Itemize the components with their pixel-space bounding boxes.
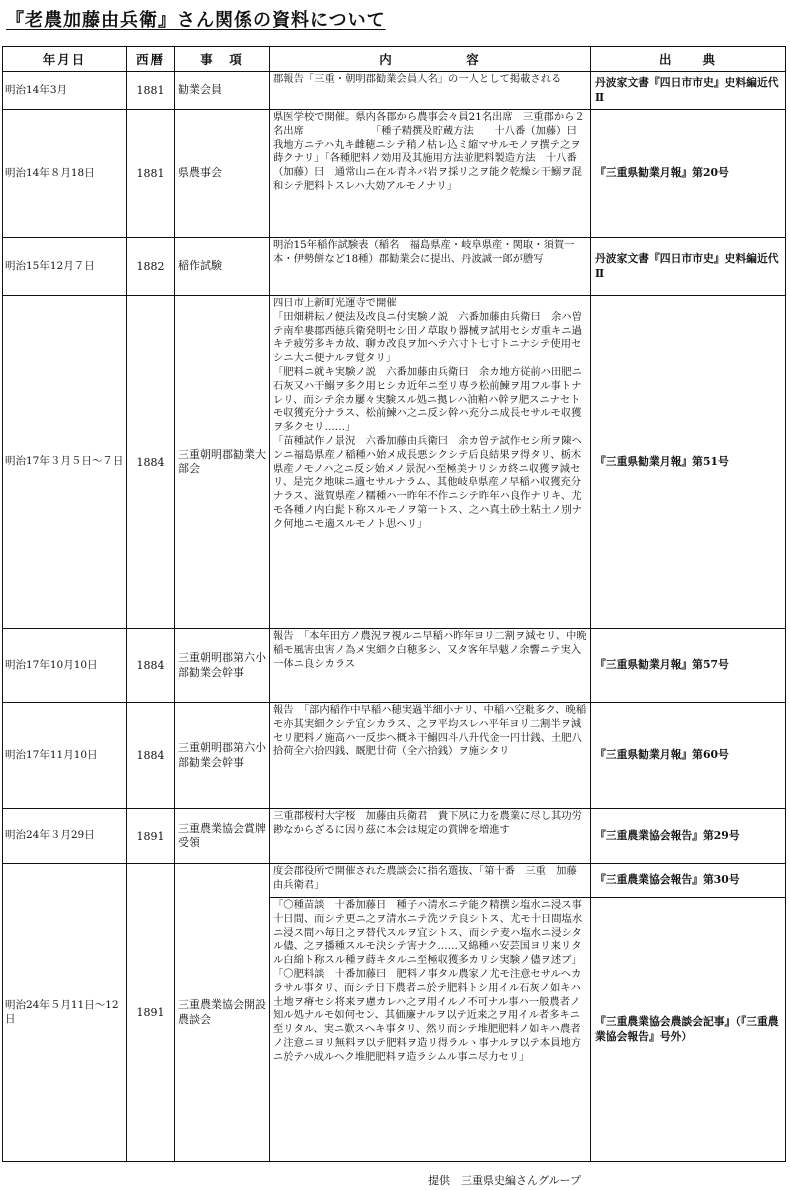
content-cell: 「〇種苗談 十番加藤日 種子ハ清水ニテ能ク精撰シ塩水ニ浸ス事十日間、而シテ更ニ之ヲ清水ニテ洗ツテ良シトス、尤モ十日間塩水ニ浸ス間ハ毎日之ヲ替代スルヲ宜シトス、而シテ麦ハ塩水ニ浸シタル儘、之ヲ播種スルモ決シテ害ナク……又綿種ハ安芸国ヨリ来リタル白綿ト称スル種ヲ蒔キタルニ至極収獲多カリシ実験ノ儘ヲ述ブ」 「〇肥料談 十番加藤曰 肥料ノ事タル農家ノ尤モ注意セサルヘカラサル事タリ、而シテ日下農者ニ於テ肥料トシ用イル石灰ノ如キハ土地ヲ瘠セシ将来ヲ慮カレハ之ヲ用イルノ不可ナル事ハ一般農者ノ知ル処ナルモ如何セン、其価廉ナルヲ以テ近来之ヲ用イル者多キニ至リタル、実ニ歎スヘキ事タリ、然リ而シテ堆肥肥料ノ如キハ農者ノ注意ニヨリ無料ヲ以テ肥料ヲ造リ得ラルヽ事ナルヲ以テ本員地方ニ於テハ成ルヘク堆肥肥料ヲ造ラシムル事ニ尽力セリ」: [270, 898, 591, 1162]
date-cell: 明治17年11月10日: [3, 703, 127, 809]
item-cell: 三重朝明郡第六小部勧業会幹事: [175, 629, 270, 703]
source-cell: 丹波家文書『四日市市史』史料編近代Ⅱ: [591, 72, 786, 110]
header-row: [3, 47, 786, 72]
source-cell-top: 『三重農業協会報告』第30号: [591, 864, 786, 898]
date-cell: 明治15年12月７日: [3, 238, 127, 296]
year-cell: 1884: [127, 703, 175, 809]
header-source: 出 典: [591, 47, 786, 72]
year-cell: 1881: [127, 110, 175, 238]
year-cell: 1884: [127, 629, 175, 703]
date-cell: 明治14年８月18日: [3, 110, 127, 238]
date-cell: 明治17年10月10日: [3, 629, 127, 703]
content-cell: 郡報告「三重・朝明郡勧業会員人名」の一人として掲載される: [270, 72, 591, 110]
source-cell: 丹波家文書『四日市市史』史料編近代Ⅱ: [591, 238, 786, 296]
date-cell: 明治24年５月11日～12日: [3, 864, 127, 1162]
header-year: 西暦: [127, 47, 175, 72]
date-cell: 明治14年3月: [3, 72, 127, 110]
source-cell: 『三重農業協会報告』第29号: [591, 809, 786, 864]
item-cell: 三重農業協会開設農談会: [175, 864, 270, 1162]
records-table: [2, 46, 786, 1162]
date-cell: 明治24年３月29日: [3, 809, 127, 864]
header-content: 内 容: [270, 47, 591, 72]
content-cell: 明治15年稲作試験表（稲名 福島県産・岐阜県産・関取・須賀一本・伊勢餅など18種）郡勧業会に提出、丹波誠一郎が謄写: [270, 238, 591, 296]
item-cell: 三重朝明郡第六小部勧業会幹事: [175, 703, 270, 809]
content-cell: 報告 「本年田方ノ農況ヲ視ルニ早稲ハ昨年ヨリ二割ヲ減セリ、中晩稲モ風害虫害ノ為メ実細ク白穂多シ、又タ客年旱魃ノ余響ニテ実入一体ニ良シカラス: [270, 629, 591, 703]
header-item: 事 項: [175, 47, 270, 72]
table-row: [3, 703, 786, 809]
table-row: [3, 296, 786, 629]
source-cell: 『三重県勧業月報』第20号: [591, 110, 786, 238]
table-row: [3, 809, 786, 864]
footer-credit: 提供 三重県史編さんグループ: [428, 1174, 582, 1187]
table-row: [3, 864, 786, 898]
content-cell: 報告 「部内稲作中早稲ハ穂実過半細小ナリ、中稲ハ空粃多ク、晩稲モ亦其実細クシテ宜シカラス、之ヲ平均スレハ平年ヨリ二割半ヲ減セリ肥料ノ施高ハ一反歩ヘ概ネ干鰯四斗八升代金一円廿銭、土肥八拾荷全六拾四銭、厩肥廿荷（全六拾銭）ヲ施シタリ: [270, 703, 591, 809]
source-cell: 『三重農業協会農談会記事』（『三重農業協会報告』号外）: [591, 898, 786, 1162]
table-row: [3, 110, 786, 238]
item-cell: 三重農業協会賞牌受領: [175, 809, 270, 864]
item-cell: 稲作試験: [175, 238, 270, 296]
content-cell-top: 度会郡役所で開催された農談会に指名選抜、「第十番 三重 加藤由兵衛君」: [270, 864, 591, 898]
table-row: [3, 72, 786, 110]
table-row: [3, 629, 786, 703]
year-cell: 1884: [127, 296, 175, 629]
year-cell: 1891: [127, 864, 175, 1162]
year-cell: 1881: [127, 72, 175, 110]
year-cell: 1882: [127, 238, 175, 296]
item-cell: 勧業会員: [175, 72, 270, 110]
item-cell: 県農事会: [175, 110, 270, 238]
source-cell: 『三重県勧業月報』第57号: [591, 629, 786, 703]
item-cell: 三重朝明郡勧業大部会: [175, 296, 270, 629]
content-cell: 三重郡桜村大字桜 加藤由兵衛君 貴下夙に力を農業に尽し其功労尠なからざるに因り茲に本会は規定の賞牌を増進す: [270, 809, 591, 864]
table-row: [3, 238, 786, 296]
source-cell: 『三重県勧業月報』第60号: [591, 703, 786, 809]
header-date: 年月日: [3, 47, 127, 72]
content-cell: 県医学校で開催。県内各郡から農事会々員21名出席 三重郡から２名出席 「種子精撰及貯蔵方法 十八番（加藤）曰 我地方ニテハ丸キ雌穂ニシテ稍ノ枯レ込ミ縮マサルモノヲ撰テ之ヲ蒔クナリ」「各種肥料ノ効用及其施用方法並肥料製造方法 十八番（加藤）曰 通常山ニ在ル青ネバ岩ヲ採リ之ヲ能ク乾燥シ干鰯ヲ混和シテ肥料トスレハ大効アルモノナリ」: [270, 110, 591, 238]
source-cell: 『三重県勧業月報』第51号: [591, 296, 786, 629]
year-cell: 1891: [127, 809, 175, 864]
content-cell: 四日市上新町光運寺で開催 「田畑耕耘ノ便法及改良ニ付実験ノ説 六番加藤由兵衛曰 余ハ曽テ南牟婁郡西徳兵衛発明セシ田ノ草取り器械ヲ試用セシガ重キニ過キテ疲労多キカ故、聊カ改良ヲ加ヘテ六寸ト七寸トニナシテ使用セシニ大ニ便ナルヲ覚タリ」 「肥料ニ就キ実験ノ説 六番加藤由兵衛曰 余カ地方従前ハ田肥ニ石灰又ハ干鰯ヲ多ク用ヒシカ近年ニ至リ専ラ松前鰊ヲ用フル事トナレリ、而シテ余カ屢々実験スル処ニ拠レハ油粕ハ幹ヲ肥スニナセトモ収獲充分ナラス、松前鰊ハ之ニ反シ幹ハ充分ニ成長セサルモ収獲ヲ多クセリ……」 「苗種試作ノ景況 六番加藤由兵衛曰 余カ曽テ試作セシ所ヲ陳ヘンニ福島県産ノ稲種ハ始メ成長悪シクシテ后良結果ヲ得タリ、栃木県産ノモノハ之ニ反シ始メノ景況ハ至極美ナリシカ終ニ収獲ヲ減セリ、是完ク地味ニ適セサルナラム、其他岐阜県産ノ早稲ハ収獲充分ナラス、滋賀県産ノ糯種ハ一昨年不作ニシテ昨年ハ良作ナリキ、尤モ各種ノ内白髭ト称スルモノヲ第一トス、之ハ真土砂土粘土ノ別ナク何地ニモ適スルモノト思ヘリ」: [270, 296, 591, 629]
page-title: 『老農加藤由兵衛』さん関係の資料について: [6, 10, 386, 31]
date-cell: 明治17年３月５日～７日: [3, 296, 127, 629]
